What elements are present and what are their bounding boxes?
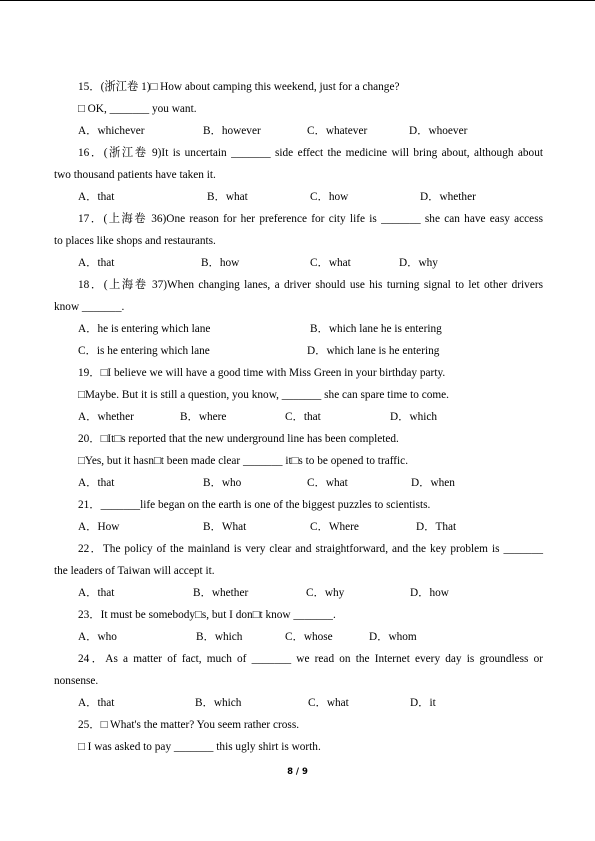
q23-option-d[interactable]: D．whom [369, 631, 417, 643]
question-19-reply: □Maybe. But it is still a question, you know, _______ she can spare time to come. [78, 389, 449, 401]
page-number: 8 / 9 [287, 767, 308, 777]
q18-option-c[interactable]: C．is he entering which lane [78, 345, 210, 357]
q16-option-c[interactable]: C．how [310, 191, 349, 203]
page-top-rule [0, 0, 595, 1]
q23-option-c[interactable]: C．whose [285, 631, 333, 643]
question-17-continuation: to places like shops and restaurants. [54, 235, 216, 247]
q18-option-d[interactable]: D．which lane is he entering [307, 345, 440, 357]
q20-option-c[interactable]: C．what [307, 477, 348, 489]
q21-option-c[interactable]: C．Where [310, 521, 359, 533]
question-19-stem: 19．□I believe we will have a good time with Miss Green in your birthday party. [78, 367, 446, 379]
q19-option-d[interactable]: D．which [390, 411, 438, 423]
q19-option-b[interactable]: B．where [180, 411, 227, 423]
q15-option-d[interactable]: D．whoever [409, 125, 468, 137]
q21-option-d[interactable]: D．That [416, 521, 457, 533]
q20-option-b[interactable]: B．who [203, 477, 242, 489]
q19-option-c[interactable]: C．that [285, 411, 321, 423]
q15-option-c[interactable]: C．whatever [307, 125, 368, 137]
q22-option-a[interactable]: A．that [78, 587, 115, 599]
question-20-reply: □Yes, but it hasn□t been made clear _______ it□s to be opened to traffic. [78, 455, 409, 467]
q24-option-d[interactable]: D．it [410, 697, 436, 709]
question-21-stem: 21．_______life began on the earth is one of the biggest puzzles to scientists. [78, 499, 431, 511]
q24-option-a[interactable]: A．that [78, 697, 115, 709]
question-16-continuation: two thousand patients have taken it. [54, 169, 216, 181]
question-23-stem: 23．It must be somebody□s, but I don□t know _______. [78, 609, 336, 621]
q17-option-a[interactable]: A．that [78, 257, 115, 269]
question-25-stem: 25．□ What's the matter? You seem rather cross. [78, 719, 300, 731]
question-18-stem: 18．(上海卷 37)When changing lanes, a driver should use his turning signal to let other drivers [78, 279, 543, 291]
q18-option-b[interactable]: B．which lane he is entering [310, 323, 442, 335]
q16-option-d[interactable]: D．whether [420, 191, 476, 203]
q24-option-c[interactable]: C．what [308, 697, 349, 709]
question-24-stem: 24．As a matter of fact, much of _______ we read on the Internet every day is groundless or [78, 653, 543, 665]
question-20-stem: 20．□It□s reported that the new underground line has been completed. [78, 433, 399, 445]
q20-option-a[interactable]: A．that [78, 477, 115, 489]
question-25-reply: □ I was asked to pay _______ this ugly shirt is worth. [78, 741, 321, 753]
q17-option-b[interactable]: B．how [201, 257, 240, 269]
q20-option-d[interactable]: D．when [411, 477, 455, 489]
q22-option-c[interactable]: C．why [306, 587, 345, 599]
q15-option-b[interactable]: B．however [203, 125, 261, 137]
question-22-continuation: the leaders of Taiwan will accept it. [54, 565, 215, 577]
q15-option-a[interactable]: A．whichever [78, 125, 145, 137]
q17-option-c[interactable]: C．what [310, 257, 351, 269]
q18-option-a[interactable]: A．he is entering which lane [78, 323, 211, 335]
q23-option-b[interactable]: B．which [196, 631, 243, 643]
question-22-stem: 22．The policy of the mainland is very clear and straightforward, and the key problem is _______ [78, 543, 543, 555]
q22-option-d[interactable]: D．how [410, 587, 449, 599]
q21-option-a[interactable]: A．How [78, 521, 120, 533]
question-18-continuation: know _______. [54, 301, 125, 313]
question-15-stem: 15．(浙江卷 1)□ How about camping this weekend, just for a change? [78, 81, 400, 93]
q16-option-a[interactable]: A．that [78, 191, 115, 203]
q17-option-d[interactable]: D．why [399, 257, 438, 269]
question-16-stem: 16．(浙江卷 9)It is uncertain _______ side effect the medicine will bring about, although about [78, 147, 543, 159]
q24-option-b[interactable]: B．which [195, 697, 242, 709]
q22-option-b[interactable]: B．whether [193, 587, 249, 599]
q21-option-b[interactable]: B．What [203, 521, 247, 533]
q19-option-a[interactable]: A．whether [78, 411, 134, 423]
question-15-reply: □ OK, _______ you want. [78, 103, 197, 115]
q23-option-a[interactable]: A．who [78, 631, 117, 643]
q16-option-b[interactable]: B．what [207, 191, 248, 203]
question-24-continuation: nonsense. [54, 675, 99, 687]
question-17-stem: 17．(上海卷 36)One reason for her preference for city life is _______ she can have easy access [78, 213, 543, 225]
